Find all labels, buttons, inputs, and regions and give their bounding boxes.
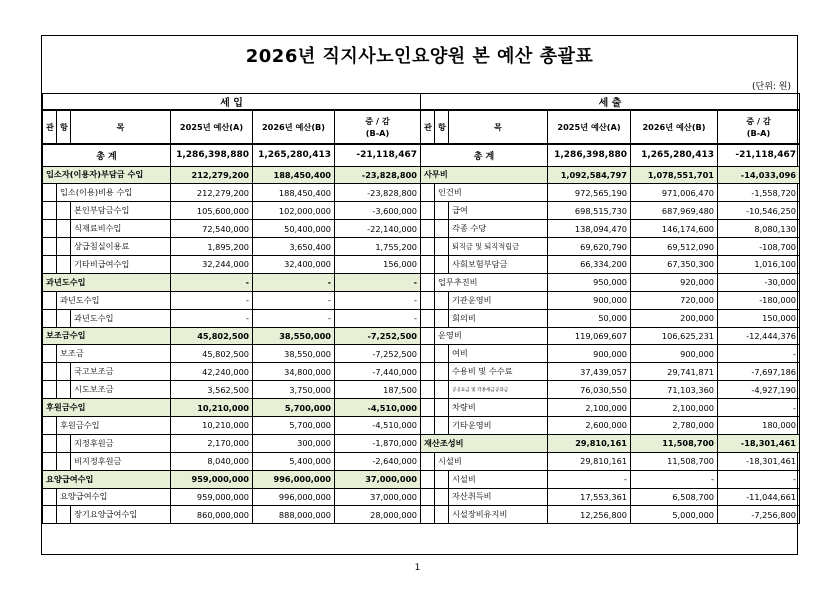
amount-cell: -18,301,461: [718, 452, 800, 470]
amount-cell: 67,350,300: [631, 255, 718, 273]
table-row: [43, 345, 800, 363]
col-2025: 2025년 예산(A): [171, 110, 253, 144]
amount-cell: -1,870,000: [335, 434, 421, 452]
gwan-label: 요양급여수입: [43, 470, 171, 488]
mok-label: 기타비급여수입: [71, 255, 171, 273]
amount-cell: 3,750,000: [253, 381, 335, 399]
amount-cell: 1,078,551,701: [631, 166, 718, 184]
mok-label: 자산취득비: [449, 488, 548, 506]
amount-cell: 32,400,000: [253, 255, 335, 273]
amount-cell: -22,140,000: [335, 220, 421, 238]
amount-cell: 29,810,161: [548, 452, 631, 470]
mok-label: 장기요양급여수입: [71, 506, 171, 524]
amount-cell: 38,550,000: [253, 345, 335, 363]
amount-cell: 5,400,000: [253, 452, 335, 470]
table-row: [43, 381, 800, 399]
amount-cell: 2,600,000: [548, 416, 631, 434]
amount-cell: -: [718, 345, 800, 363]
hang-label: 입소(이용)비용 수입: [57, 184, 171, 202]
table-row: [43, 470, 800, 488]
amount-cell: -11,044,661: [718, 488, 800, 506]
amount-cell: -: [631, 470, 718, 488]
gwan-label: 후원금수입: [43, 399, 171, 417]
total-cell: -21,118,467: [335, 144, 421, 166]
amount-cell: -: [253, 273, 335, 291]
col-diff-bottom: (B-A): [365, 128, 390, 138]
amount-cell: 138,094,470: [548, 220, 631, 238]
amount-cell: 76,030,550: [548, 381, 631, 399]
total-cell: -21,118,467: [718, 144, 800, 166]
col-mok: 목: [449, 110, 548, 144]
amount-cell: 34,800,000: [253, 363, 335, 381]
amount-cell: -: [335, 309, 421, 327]
amount-cell: 69,620,790: [548, 238, 631, 256]
amount-cell: 8,040,000: [171, 452, 253, 470]
amount-cell: -: [335, 291, 421, 309]
amount-cell: 2,780,000: [631, 416, 718, 434]
amount-cell: 2,100,000: [631, 399, 718, 417]
amount-cell: -108,700: [718, 238, 800, 256]
table-row: [43, 309, 800, 327]
amount-cell: 212,279,200: [171, 166, 253, 184]
amount-cell: 200,000: [631, 309, 718, 327]
amount-cell: -10,546,250: [718, 202, 800, 220]
amount-cell: -: [171, 273, 253, 291]
mok-label: 각종 수당: [449, 220, 548, 238]
amount-cell: -2,640,000: [335, 452, 421, 470]
amount-cell: 37,000,000: [335, 488, 421, 506]
mok-label: 공공요금 및 각종세금공과금: [449, 381, 548, 399]
hang-label: 인건비: [435, 184, 548, 202]
amount-cell: -3,600,000: [335, 202, 421, 220]
budget-table: [42, 93, 800, 524]
amount-cell: -: [253, 291, 335, 309]
total-label: 총 계: [43, 144, 171, 166]
hang-label: 운영비: [435, 327, 548, 345]
hang-label: 후원금수입: [57, 416, 171, 434]
col-diff-top: 증 / 감: [746, 116, 771, 126]
gwan-label: 입소자(이용자)부담금 수입: [43, 166, 171, 184]
amount-cell: 900,000: [631, 345, 718, 363]
table-row: [43, 166, 800, 184]
mok-label: 상급침실이용료: [71, 238, 171, 256]
amount-cell: 29,741,871: [631, 363, 718, 381]
unit-note: (단위: 원): [752, 82, 791, 92]
amount-cell: 11,508,700: [631, 434, 718, 452]
amount-cell: 5,700,000: [253, 416, 335, 434]
total-cell: 1,265,280,413: [631, 144, 718, 166]
col-gwan: 관: [43, 110, 57, 144]
amount-cell: 698,515,730: [548, 202, 631, 220]
mok-label: 기타운영비: [449, 416, 548, 434]
hang-label: 시설비: [435, 452, 548, 470]
amount-cell: 50,000: [548, 309, 631, 327]
amount-cell: 5,000,000: [631, 506, 718, 524]
amount-cell: -: [548, 470, 631, 488]
mok-label: 과년도수입: [71, 309, 171, 327]
amount-cell: 102,000,000: [253, 202, 335, 220]
amount-cell: -7,697,186: [718, 363, 800, 381]
amount-cell: 212,279,200: [171, 184, 253, 202]
gwan-label: 사무비: [421, 166, 548, 184]
amount-cell: -12,444,376: [718, 327, 800, 345]
amount-cell: 900,000: [548, 291, 631, 309]
amount-cell: 105,600,000: [171, 202, 253, 220]
amount-cell: 6,508,700: [631, 488, 718, 506]
amount-cell: 996,000,000: [253, 488, 335, 506]
table-row: [43, 220, 800, 238]
amount-cell: 860,000,000: [171, 506, 253, 524]
amount-cell: 37,439,057: [548, 363, 631, 381]
amount-cell: 8,080,130: [718, 220, 800, 238]
table-row: [43, 291, 800, 309]
amount-cell: -: [171, 309, 253, 327]
amount-cell: 146,174,600: [631, 220, 718, 238]
amount-cell: -18,301,461: [718, 434, 800, 452]
amount-cell: 71,103,360: [631, 381, 718, 399]
total-cell: 1,265,280,413: [253, 144, 335, 166]
table-row: [43, 434, 800, 452]
table-row: [43, 327, 800, 345]
amount-cell: 888,000,000: [253, 506, 335, 524]
table-row: [43, 238, 800, 256]
total-cell: 1,286,398,880: [171, 144, 253, 166]
amount-cell: 17,553,361: [548, 488, 631, 506]
col-gwan: 관: [421, 110, 435, 144]
amount-cell: -23,828,800: [335, 184, 421, 202]
amount-cell: 106,625,231: [631, 327, 718, 345]
table-row: [43, 399, 800, 417]
col-diff: [335, 110, 421, 144]
total-row: [43, 144, 800, 166]
amount-cell: 1,755,200: [335, 238, 421, 256]
amount-cell: 187,500: [335, 381, 421, 399]
amount-cell: 28,000,000: [335, 506, 421, 524]
amount-cell: -30,000: [718, 273, 800, 291]
amount-cell: 38,550,000: [253, 327, 335, 345]
table-row: [43, 506, 800, 524]
hang-label: 보조금: [57, 345, 171, 363]
hang-label: 요양급여수입: [57, 488, 171, 506]
amount-cell: 119,069,607: [548, 327, 631, 345]
amount-cell: 1,016,100: [718, 255, 800, 273]
amount-cell: -4,510,000: [335, 416, 421, 434]
amount-cell: -7,256,800: [718, 506, 800, 524]
col-2025: 2025년 예산(A): [548, 110, 631, 144]
expense-header: 세 출: [421, 94, 800, 111]
col-diff: [718, 110, 800, 144]
amount-cell: 150,000: [718, 309, 800, 327]
amount-cell: 2,170,000: [171, 434, 253, 452]
amount-cell: 45,802,500: [171, 327, 253, 345]
amount-cell: -1,558,720: [718, 184, 800, 202]
mok-label: 회의비: [449, 309, 548, 327]
col-hang: 항: [57, 110, 71, 144]
amount-cell: 996,000,000: [253, 470, 335, 488]
gwan-label: 보조금수입: [43, 327, 171, 345]
col-mok: 목: [71, 110, 171, 144]
amount-cell: -: [253, 309, 335, 327]
amount-cell: 66,334,200: [548, 255, 631, 273]
section-header-row: [43, 94, 800, 111]
amount-cell: 11,508,700: [631, 452, 718, 470]
table-row: [43, 488, 800, 506]
amount-cell: 188,450,400: [253, 166, 335, 184]
amount-cell: 900,000: [548, 345, 631, 363]
amount-cell: -: [171, 291, 253, 309]
amount-cell: 37,000,000: [335, 470, 421, 488]
gwan-label: 과년도수입: [43, 273, 171, 291]
amount-cell: 1,895,200: [171, 238, 253, 256]
amount-cell: 2,100,000: [548, 399, 631, 417]
column-header-row: [43, 110, 800, 144]
col-diff-top: 증 / 감: [365, 116, 390, 126]
amount-cell: -180,000: [718, 291, 800, 309]
amount-cell: 971,006,470: [631, 184, 718, 202]
amount-cell: 1,092,584,797: [548, 166, 631, 184]
amount-cell: 10,210,000: [171, 416, 253, 434]
amount-cell: -: [718, 470, 800, 488]
hang-label: 업무추진비: [435, 273, 548, 291]
amount-cell: -14,033,096: [718, 166, 800, 184]
page-number: 1: [414, 563, 421, 573]
mok-label: 시도보조금: [71, 381, 171, 399]
table-row: [43, 452, 800, 470]
amount-cell: 50,400,000: [253, 220, 335, 238]
table-row: [43, 363, 800, 381]
mok-label: 수용비 및 수수료: [449, 363, 548, 381]
amount-cell: 687,969,480: [631, 202, 718, 220]
amount-cell: 156,000: [335, 255, 421, 273]
amount-cell: -4,510,000: [335, 399, 421, 417]
amount-cell: 188,450,400: [253, 184, 335, 202]
mok-label: 지정후원금: [71, 434, 171, 452]
amount-cell: 720,000: [631, 291, 718, 309]
amount-cell: -7,252,500: [335, 327, 421, 345]
amount-cell: 300,000: [253, 434, 335, 452]
table-row: [43, 184, 800, 202]
table-row: [43, 273, 800, 291]
amount-cell: 10,210,000: [171, 399, 253, 417]
col-2026: 2026년 예산(B): [253, 110, 335, 144]
amount-cell: 3,650,400: [253, 238, 335, 256]
col-diff-bottom: (B-A): [746, 128, 771, 138]
amount-cell: -7,252,500: [335, 345, 421, 363]
mok-label: 시설비: [449, 470, 548, 488]
amount-cell: 959,000,000: [171, 488, 253, 506]
amount-cell: -4,927,190: [718, 381, 800, 399]
mok-label: 차량비: [449, 399, 548, 417]
mok-label: 급여: [449, 202, 548, 220]
amount-cell: 32,244,000: [171, 255, 253, 273]
gwan-label: 재산조성비: [421, 434, 548, 452]
col-2026: 2026년 예산(B): [631, 110, 718, 144]
mok-label: 사회보험부담금: [449, 255, 548, 273]
mok-label: 여비: [449, 345, 548, 363]
budget-summary-sheet: [41, 35, 798, 555]
mok-label: 국고보조금: [71, 363, 171, 381]
amount-cell: 3,562,500: [171, 381, 253, 399]
amount-cell: -7,440,000: [335, 363, 421, 381]
page-title: 2026년 직지사노인요양원 본 예산 총괄표: [245, 46, 594, 67]
mok-label: 기관운영비: [449, 291, 548, 309]
mok-label: 본인부담금수입: [71, 202, 171, 220]
amount-cell: 959,000,000: [171, 470, 253, 488]
amount-cell: 12,256,800: [548, 506, 631, 524]
amount-cell: -: [335, 273, 421, 291]
total-cell: 1,286,398,880: [548, 144, 631, 166]
amount-cell: 950,000: [548, 273, 631, 291]
amount-cell: 29,810,161: [548, 434, 631, 452]
revenue-header: 세 입: [43, 94, 421, 111]
hang-label: 과년도수입: [57, 291, 171, 309]
amount-cell: 42,240,000: [171, 363, 253, 381]
amount-cell: -: [718, 399, 800, 417]
table-row: [43, 202, 800, 220]
amount-cell: 69,512,090: [631, 238, 718, 256]
amount-cell: 45,802,500: [171, 345, 253, 363]
amount-cell: 72,540,000: [171, 220, 253, 238]
amount-cell: 972,565,190: [548, 184, 631, 202]
mok-label: 시설장비유지비: [449, 506, 548, 524]
amount-cell: 5,700,000: [253, 399, 335, 417]
table-row: [43, 255, 800, 273]
amount-cell: 920,000: [631, 273, 718, 291]
mok-label: 비지정후원금: [71, 452, 171, 470]
amount-cell: -23,828,800: [335, 166, 421, 184]
table-row: [43, 416, 800, 434]
amount-cell: 180,000: [718, 416, 800, 434]
total-label: 총 계: [421, 144, 548, 166]
mok-label: 퇴직금 및 퇴직적립금: [449, 238, 548, 256]
col-hang: 항: [435, 110, 449, 144]
mok-label: 식재료비수입: [71, 220, 171, 238]
